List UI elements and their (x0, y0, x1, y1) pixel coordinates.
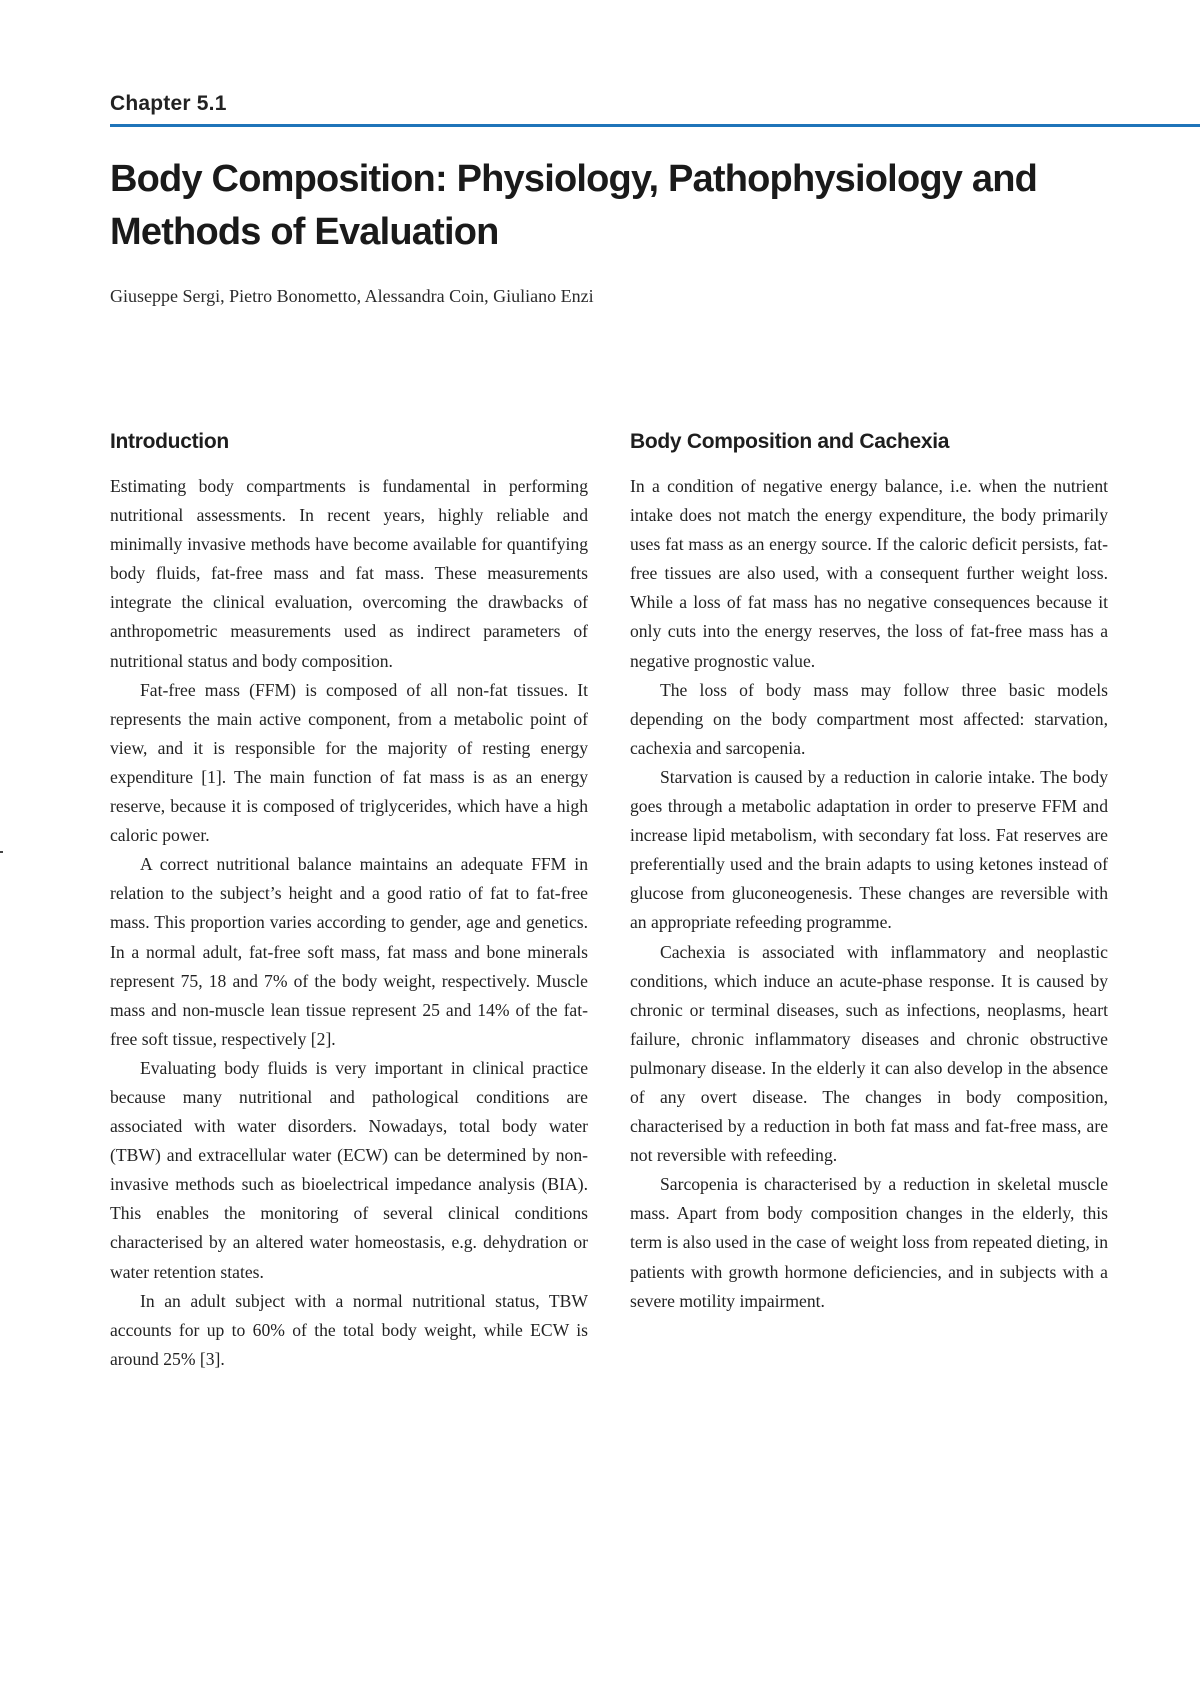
paragraph: Starvation is caused by a reduction in calorie intake. The body goes through a metabolic adaptation in order to preserve FFM and increase lipid metabolism, with secondary fat loss. Fat reserves are preferentially used and the brain adapts to using ketones instead of glucose from gluconeogenesis. These changes are reversible with an appropriate refeeding programme. (630, 766, 1108, 933)
left-column (110, 428, 588, 1374)
paragraph: Sarcopenia is characterised by a reduction in skeletal muscle mass. Apart from body composition changes in the elderly, this term is also used in the case of weight loss from repeated dieting, in patients with growth hormone deficiencies, and in subjects with a severe motility impairment. (630, 1174, 1108, 1311)
paragraph: The loss of body mass may follow three basic models depending on the body compartment most affected: starvation, cachexia and sarcopenia. (630, 679, 1108, 758)
paragraph: A correct nutritional balance maintains an adequate FFM in relation to the subject’s height and a good ratio of fat to fat-free mass. This proportion varies according to gender, age and genetics. In a normal adult, fat-free soft mass, fat mass and bone minerals represent 75, 18 and 7% of the body weight, respectively. Muscle mass and non-muscle lean tissue represent 25 and 14% of the fat-free soft tissue, respectively [2]. (110, 854, 588, 1049)
right-column (630, 428, 1108, 1316)
paragraph: Evaluating body fluids is very important in clinical practice because many nutritional and pathological conditions are associated with water disorders. Nowadays, total body water (TBW) and extracellular water (ECW) can be determined by non-invasive methods such as bioelectrical impedance analysis (BIA). This enables the monitoring of several clinical conditions characterised by an altered water homeostasis, e.g. dehydration or water retention states. (110, 1057, 588, 1282)
chapter-label: Chapter 5.1 (110, 92, 227, 115)
article-title (110, 153, 1110, 259)
margin-mark (0, 851, 3, 853)
chapter-divider (110, 124, 1200, 127)
paragraph: In an adult subject with a normal nutritional status, TBW accounts for up to 60% of the total body weight, while ECW is around 25% [3]. (110, 1290, 588, 1369)
paragraph: Fat-free mass (FFM) is composed of all non-fat tissues. It represents the main active component, from a metabolic point of view, and it is responsible for the majority of resting energy expenditure [1]. The main function of fat mass is as an energy reserve, because it is composed of triglycerides, which have a high caloric power. (110, 679, 588, 846)
section-heading-introduction: Introduction (110, 430, 229, 453)
article-title-line-1: Body Composition: Physiology, Pathophysiology and (110, 158, 1038, 200)
author-list: Giuseppe Sergi, Pietro Bonometto, Alessandra Coin, Giuliano Enzi (110, 286, 594, 306)
section-heading-cachexia: Body Composition and Cachexia (630, 430, 950, 453)
paragraph: Estimating body compartments is fundamental in performing nutritional assessments. In recent years, highly reliable and minimally invasive methods have become available for quantifying body fluids, fat-free mass and fat mass. These measurements integrate the clinical evaluation, overcoming the drawbacks of anthropometric measurements used as indirect parameters of nutritional status and body composition. (110, 476, 588, 671)
paragraph: In a condition of negative energy balance, i.e. when the nutrient intake does not match the energy expenditure, the body primarily uses fat mass as an energy source. If the caloric deficit persists, fat-free tissues are also used, with a consequent further weight loss. While a loss of fat mass has no negative consequences because it only cuts into the energy reserves, the loss of fat-free mass has a negative prognostic value. (630, 476, 1108, 671)
paragraph: Cachexia is associated with inflammatory and neoplastic conditions, which induce an acute-phase response. It is caused by chronic or terminal diseases, such as infections, neoplasms, heart failure, chronic inflammatory diseases and chronic obstructive pulmonary disease. In the elderly it can also develop in the absence of any overt disease. The changes in body composition, characterised by a reduction in both fat mass and fat-free mass, are not reversible with refeeding. (630, 941, 1108, 1166)
article-title-line-2: Methods of Evaluation (110, 211, 499, 253)
